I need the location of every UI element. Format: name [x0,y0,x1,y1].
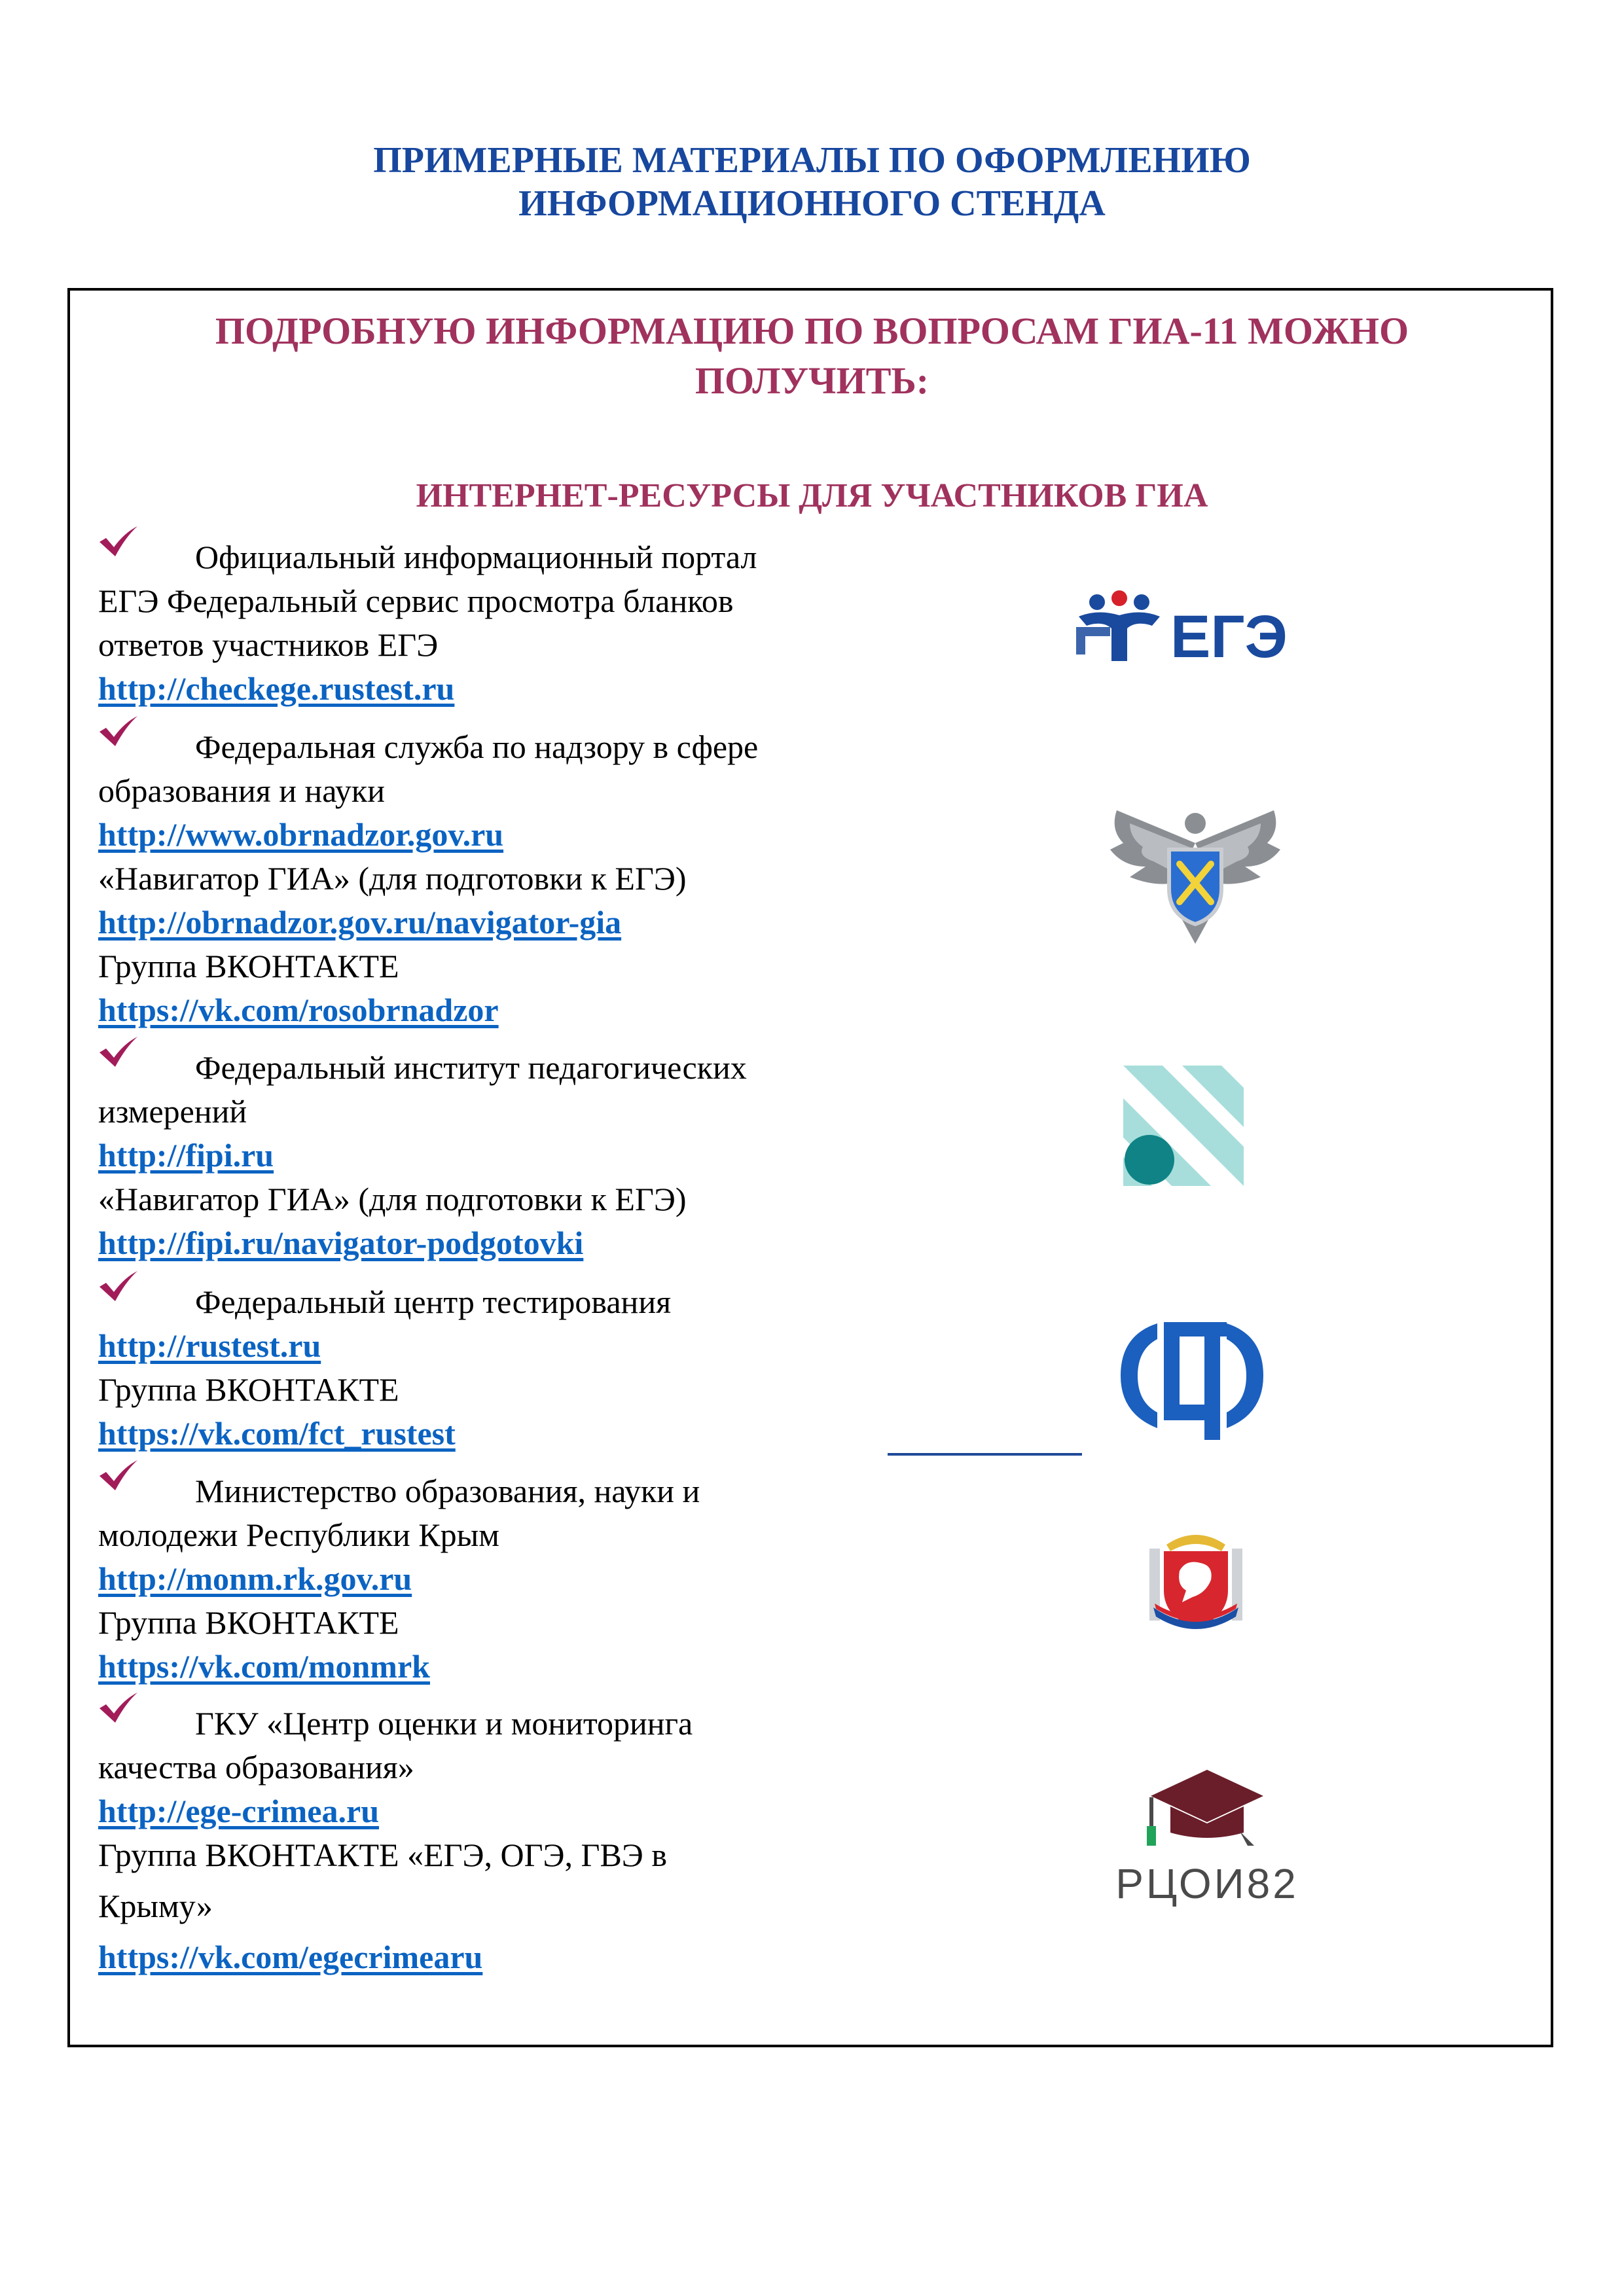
resource-note: «Навигатор ГИА» (для подготовки к ЕГЭ) [98,1181,687,1217]
link-checkege[interactable]: http://checkege.rustest.ru [98,670,455,707]
resource-text-line: ГКУ «Центр оценки и мониторинга [98,1702,916,1746]
resource-text-line: Министерство образования, науки и [98,1469,916,1513]
checkmark-icon [98,1459,139,1492]
resource-text-line: качества образования» [98,1749,414,1785]
separator-line [888,1453,1082,1456]
link-rustest[interactable]: http://rustest.ru [98,1327,321,1364]
link-fipi[interactable]: http://fipi.ru [98,1137,274,1174]
checkmark-icon [98,1691,139,1724]
ege-logo-icon [1074,589,1296,668]
link-navigator-gia[interactable]: http://obrnadzor.gov.ru/navigator-gia [98,904,622,941]
checkmark-icon [98,525,139,558]
section-heading: ИНТЕРНЕТ-РЕСУРСЫ ДЛЯ УЧАСТНИКОВ ГИА [416,477,1208,514]
resource-note: Крыму» [98,1888,213,1924]
rcoi-logo-icon [1109,1761,1305,1909]
checkmark-icon [98,1270,139,1302]
resource-note: Группа ВКОНТАКТЕ [98,1371,399,1408]
link-obrnadzor[interactable]: http://www.obrnadzor.gov.ru [98,816,504,853]
link-monm-rk[interactable]: http://monm.rk.gov.ru [98,1560,412,1597]
resource-text-line: ответов участников ЕГЭ [98,626,439,663]
frame-heading-line-1: ПОДРОБНУЮ ИНФОРМАЦИЮ ПО ВОПРОСАМ ГИА-11 МОЖНО [215,310,1409,352]
link-ege-crimea[interactable]: http://ege-crimea.ru [98,1793,380,1829]
resource-ege-portal [98,535,916,711]
resource-text-line: молодежи Республики Крым [98,1516,499,1553]
page-title [0,139,1624,225]
frame-heading [0,306,1624,406]
resource-text-line: образования и науки [98,772,385,809]
link-vk-rosobrnadzor[interactable]: https://vk.com/rosobrnadzor [98,992,499,1028]
fct-logo-icon [1117,1316,1267,1440]
resource-text-line: Федеральный центр тестирования [98,1280,916,1324]
resource-ege-crimea [98,1702,916,1979]
resource-rustest [98,1280,916,1456]
resource-text-line: Официальный информационный портал [98,535,916,579]
link-vk-fct-rustest[interactable]: https://vk.com/fct_rustest [98,1415,456,1452]
resource-text-line: измерений [98,1093,247,1130]
resource-text-line: Федеральная служба по надзору в сфере [98,725,916,769]
obrnadzor-eagle-icon [1104,804,1287,948]
resource-fipi [98,1046,916,1265]
page-title-line-2: ИНФОРМАЦИОННОГО СТЕНДА [518,183,1106,224]
resource-note: Группа ВКОНТАКТЕ [98,948,399,984]
link-vk-egecrimearu[interactable]: https://vk.com/egecrimearu [98,1939,483,1975]
page-title-line-1: ПРИМЕРНЫЕ МАТЕРИАЛЫ ПО ОФОРМЛЕНИЮ [373,140,1251,181]
resource-note: Группа ВКОНТАКТЕ [98,1604,399,1641]
fipi-logo-icon [1123,1066,1248,1190]
resource-monm-rk [98,1469,916,1689]
resource-text-line: Федеральный институт педагогических [98,1046,916,1090]
link-fipi-navigator[interactable]: http://fipi.ru/navigator-podgotovki [98,1225,584,1261]
checkmark-icon [98,1035,139,1068]
resource-note: Группа ВКОНТАКТЕ «ЕГЭ, ОГЭ, ГВЭ в [98,1837,667,1873]
rcoi-logo-text: РЦОИ82 [1115,1860,1299,1907]
resource-obrnadzor [98,725,916,1032]
frame-heading-line-2: ПОЛУЧИТЬ: [695,359,929,402]
checkmark-icon [98,715,139,747]
link-vk-monmrk[interactable]: https://vk.com/monmrk [98,1648,430,1685]
resource-note: «Навигатор ГИА» (для подготовки к ЕГЭ) [98,860,687,897]
crimea-coat-of-arms-icon [1140,1525,1252,1636]
resource-text-line: ЕГЭ Федеральный сервис просмотра бланков [98,583,734,619]
ege-logo-text: ЕГЭ [1170,603,1288,668]
